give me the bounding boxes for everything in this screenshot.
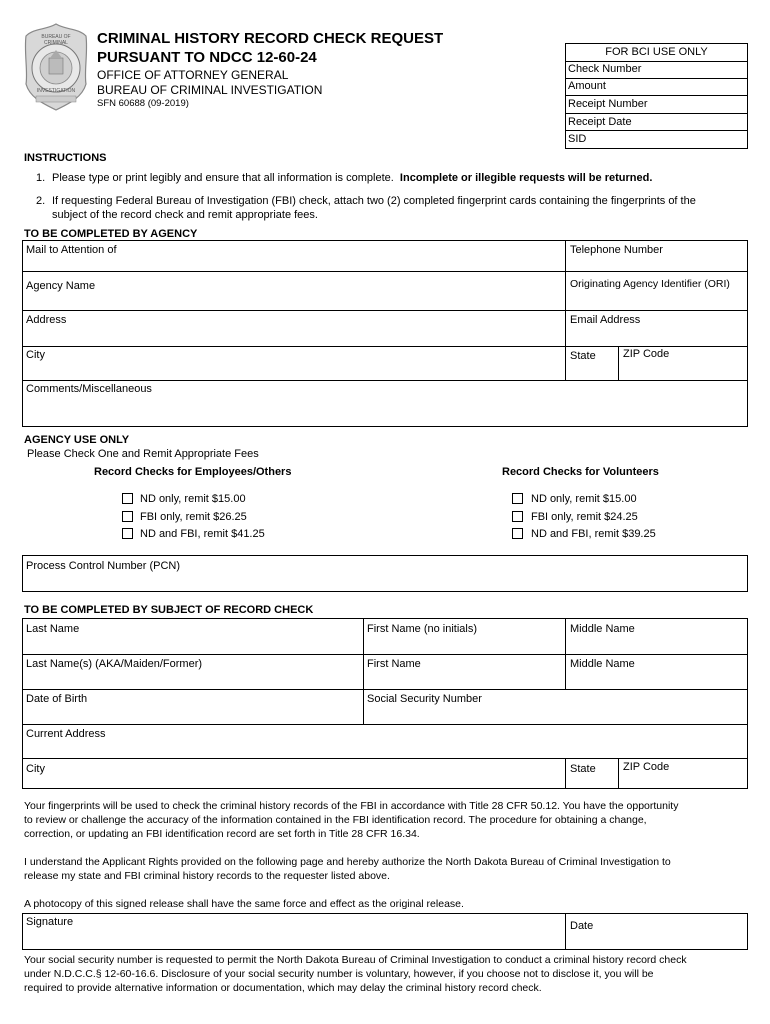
form-title-line1: CRIMINAL HISTORY RECORD CHECK REQUEST <box>97 30 444 47</box>
bci-use-only-box <box>565 43 748 149</box>
ssn-field[interactable]: Social Security Number <box>367 693 482 705</box>
instruction-2-line2: subject of the record check and remit appropriate fees. <box>52 209 318 221</box>
agency-section-heading: TO BE COMPLETED BY AGENCY <box>24 228 198 240</box>
subject-first-name-field[interactable]: First Name (no initials) <box>367 623 478 635</box>
ssn-disclosure-notice: Your social security number is requested to permit the North Dakota Bureau of Criminal Investigation to conduct a criminal history record check under N.D.C.C.§ 12-60-16.6. Disclosure of your social security number is voluntary, however, if you choose not to disclose it, you will be required to provide alternative information or documentation, which may delay the criminal history record check. <box>24 954 687 994</box>
employee-nd-only-label: ND only, remit $15.00 <box>140 493 246 505</box>
agency-form-grid <box>22 240 748 427</box>
comments-field[interactable]: Comments/Miscellaneous <box>26 383 152 395</box>
fingerprint-notice: Your fingerprints will be used to check the criminal history records of the FBI in accordance with Title 28 CFR 50.12. You have the opportunity to review or challenge the accuracy of the information contained in the FBI identification record. The procedure for obtaining a change, correction, or updating an FBI identification record are set forth in Title 28 CFR 16.34. <box>24 800 679 840</box>
signature-date-row <box>22 913 748 950</box>
sid-field[interactable]: SID <box>568 133 587 145</box>
agency-telephone-field[interactable]: Telephone Number <box>570 244 663 256</box>
pcn-field[interactable]: Process Control Number (PCN) <box>22 555 748 592</box>
employees-heading: Record Checks for Employees/Others <box>94 466 292 478</box>
signature-field[interactable]: Signature <box>26 916 74 928</box>
agency-city-field[interactable]: City <box>26 349 45 361</box>
employee-nd-only-checkbox[interactable] <box>122 493 133 504</box>
instruction-1-number: 1. <box>36 172 46 184</box>
instruction-2-line1: If requesting Federal Bureau of Investigation (FBI) check, attach two (2) completed fingerprint cards containing the fingerprints of the <box>52 195 696 207</box>
bureau-name: BUREAU OF CRIMINAL INVESTIGATION <box>97 83 323 97</box>
form-title-line2: PURSUANT TO NDCC 12-60-24 <box>97 49 317 66</box>
instruction-1: Please type or print legibly and ensure that all information is complete. Incomplete or illegible requests will be returned. <box>52 172 653 184</box>
subject-form-grid <box>22 618 748 789</box>
agency-email-field[interactable]: Email Address <box>570 314 641 326</box>
instructions-heading: INSTRUCTIONS <box>24 152 107 164</box>
subject-state-field[interactable]: State <box>570 763 596 775</box>
ori-field[interactable]: Originating Agency Identifier (ORI) <box>570 278 730 290</box>
volunteer-nd-fbi-label: ND and FBI, remit $39.25 <box>531 528 656 540</box>
volunteers-heading: Record Checks for Volunteers <box>502 466 659 478</box>
current-address-field[interactable]: Current Address <box>26 728 106 740</box>
receipt-number-field[interactable]: Receipt Number <box>566 96 747 114</box>
volunteer-fbi-only-checkbox[interactable] <box>512 511 523 522</box>
subject-last-name-field[interactable]: Last Name <box>26 623 80 635</box>
volunteer-fbi-only-label: FBI only, remit $24.25 <box>531 511 638 523</box>
aka-last-name-field[interactable]: Last Name(s) (AKA/Maiden/Former) <box>26 658 203 670</box>
bci-badge-logo <box>22 22 90 112</box>
agency-address-field[interactable]: Address <box>26 314 67 326</box>
receipt-date-field[interactable]: Receipt Date <box>566 114 747 131</box>
date-of-birth-field[interactable]: Date of Birth <box>26 693 88 705</box>
aka-middle-name-field[interactable]: Middle Name <box>570 658 635 670</box>
signature-date-field[interactable]: Date <box>570 920 594 932</box>
mail-to-attention-field[interactable]: Mail to Attention of <box>26 244 117 256</box>
subject-zip-field[interactable]: ZIP Code <box>623 761 670 773</box>
office-name: OFFICE OF ATTORNEY GENERAL <box>97 68 289 82</box>
instruction-2-number: 2. <box>36 195 46 207</box>
volunteer-nd-only-label: ND only, remit $15.00 <box>531 493 637 505</box>
employee-fbi-only-checkbox[interactable] <box>122 511 133 522</box>
bci-box-title: FOR BCI USE ONLY <box>605 46 708 58</box>
subject-middle-name-field[interactable]: Middle Name <box>570 623 635 635</box>
employee-nd-fbi-label: ND and FBI, remit $41.25 <box>140 528 265 540</box>
volunteer-nd-only-checkbox[interactable] <box>512 493 523 504</box>
employee-fbi-only-label: FBI only, remit $26.25 <box>140 511 247 523</box>
applicant-rights-authorization: I understand the Applicant Rights provided on the following page and hereby authorize the North Dakota Bureau of Criminal Investigation to release my state and FBI criminal history records to the requester listed above. <box>24 856 671 882</box>
badge-text-bottom: INVESTIGATION <box>36 88 76 94</box>
agency-name-field[interactable]: Agency Name <box>26 280 96 292</box>
subject-city-field[interactable]: City <box>26 763 45 775</box>
employee-nd-fbi-checkbox[interactable] <box>122 528 133 539</box>
check-number-field[interactable]: Check Number <box>566 61 747 79</box>
agency-use-instruction: Please Check One and Remit Appropriate Fees <box>27 448 259 460</box>
agency-use-heading: AGENCY USE ONLY <box>24 434 130 446</box>
subject-section-heading: TO BE COMPLETED BY SUBJECT OF RECORD CHECK <box>24 604 314 616</box>
form-number: SFN 60688 (09-2019) <box>97 98 189 109</box>
agency-state-field[interactable]: State <box>570 350 596 362</box>
badge-text-top: BUREAU OF CRIMINAL <box>41 34 71 46</box>
photocopy-notice: A photocopy of this signed release shall have the same force and effect as the original release. <box>24 898 464 910</box>
amount-field[interactable]: Amount <box>566 79 747 96</box>
volunteer-nd-fbi-checkbox[interactable] <box>512 528 523 539</box>
agency-zip-field[interactable]: ZIP Code <box>623 348 670 360</box>
aka-first-name-field[interactable]: First Name <box>367 658 421 670</box>
